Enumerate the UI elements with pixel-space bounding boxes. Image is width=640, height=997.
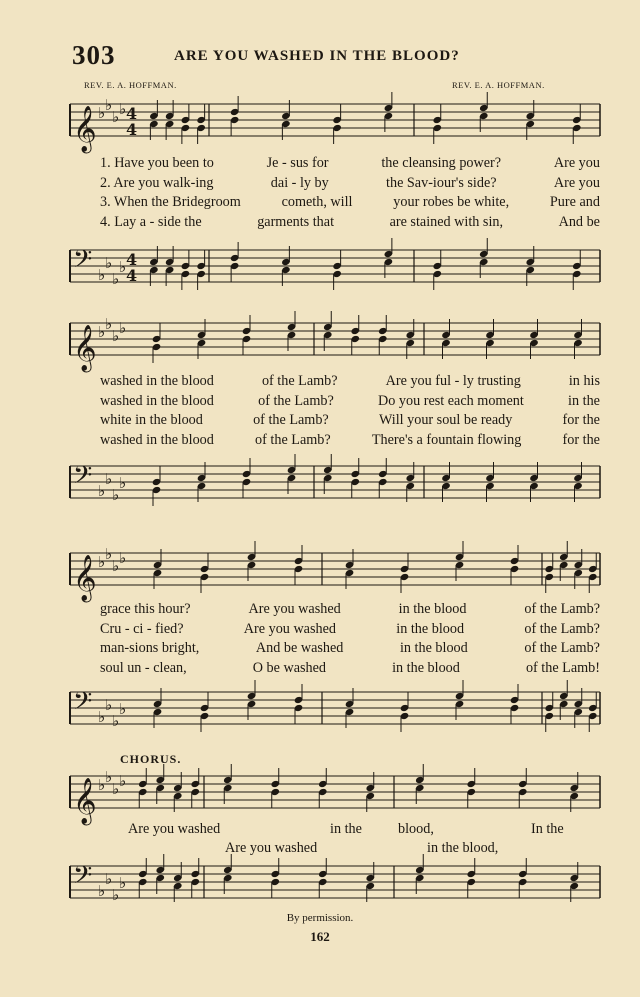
hymn-number: 303 bbox=[72, 40, 116, 70]
treble-clef-icon: 𝄞 bbox=[73, 555, 97, 601]
chorus-bass-lyric: Are you washed bbox=[225, 840, 318, 856]
flat-icon: ♭ bbox=[105, 768, 113, 786]
lyric-segment: in the blood bbox=[399, 640, 468, 657]
lyric-segment: There's a fountain flowing bbox=[371, 431, 522, 448]
bass-clef-icon: 𝄢 bbox=[73, 461, 93, 496]
verse-3-line bbox=[100, 193, 600, 213]
lyric-segment: Do you rest each moment bbox=[378, 392, 524, 409]
verse-4-line bbox=[100, 431, 600, 451]
flat-icon: ♭ bbox=[112, 780, 120, 798]
lyric-segment: are stained with sin, bbox=[389, 213, 504, 230]
time-signature-top: 4 bbox=[126, 250, 138, 269]
flat-icon: ♭ bbox=[105, 315, 113, 333]
lyric-segment: Are you washed bbox=[248, 601, 341, 618]
flat-icon: ♭ bbox=[112, 108, 120, 126]
lyric-segment: O be washed bbox=[252, 659, 327, 676]
lyric-segment: of the Lamb! bbox=[525, 659, 600, 676]
treble-staff-system-2 bbox=[64, 311, 604, 373]
lyric-segment: Pure and bbox=[549, 194, 600, 211]
treble-clef-icon: 𝄞 bbox=[73, 325, 97, 371]
flat-icon: ♭ bbox=[112, 270, 120, 288]
flat-icon: ♭ bbox=[105, 696, 113, 714]
lyric-segment: washed in the blood bbox=[100, 373, 214, 390]
verse-lyrics-system-3 bbox=[100, 600, 600, 678]
verse-2-line bbox=[100, 392, 600, 412]
bass-clef-icon: 𝄢 bbox=[73, 245, 93, 280]
flat-icon: ♭ bbox=[119, 700, 127, 718]
flat-icon: ♭ bbox=[119, 874, 127, 892]
chorus-treble-lyric: blood, bbox=[398, 821, 434, 837]
lyric-segment: 2. Are you walk-ing bbox=[100, 174, 214, 191]
lyric-segment: in the blood bbox=[398, 601, 467, 618]
flat-icon: ♭ bbox=[119, 474, 127, 492]
lyric-segment: Cru - ci - fied? bbox=[100, 620, 184, 637]
hymn-title: ARE YOU WASHED IN THE BLOOD? bbox=[174, 48, 460, 64]
lyric-segment: of the Lamb? bbox=[524, 640, 600, 657]
flat-icon: ♭ bbox=[105, 470, 113, 488]
chorus-label: CHORUS. bbox=[120, 752, 182, 766]
lyric-segment: Are you bbox=[553, 155, 600, 172]
flat-icon: ♭ bbox=[112, 557, 120, 575]
lyric-segment: of the Lamb? bbox=[258, 392, 334, 409]
lyric-segment: Are you washed bbox=[243, 620, 336, 637]
lyric-segment: washed in the blood bbox=[100, 392, 214, 409]
flat-icon: ♭ bbox=[119, 549, 127, 567]
bass-staff-system-2 bbox=[64, 454, 604, 516]
lyric-segment: Will your soul be ready bbox=[378, 412, 513, 429]
permission-note: By permission. bbox=[286, 912, 354, 924]
chorus-treble-lyric: in the bbox=[330, 821, 362, 837]
lyric-segment: grace this hour? bbox=[100, 601, 191, 618]
treble-staff-system-1 bbox=[64, 92, 604, 154]
verse-4-line bbox=[100, 213, 600, 233]
flat-icon: ♭ bbox=[112, 327, 120, 345]
flat-icon: ♭ bbox=[98, 266, 106, 284]
verse-2-line bbox=[100, 620, 600, 640]
lyric-segment: 3. When the Bridegroom bbox=[100, 194, 241, 211]
flat-icon: ♭ bbox=[119, 100, 127, 118]
lyric-segment: dai - ly by bbox=[270, 174, 329, 191]
lyric-segment: for the bbox=[562, 412, 600, 429]
verse-lyrics-system-2 bbox=[100, 372, 600, 450]
chorus-treble-lyric: Are you washed bbox=[128, 821, 221, 837]
flat-icon: ♭ bbox=[119, 772, 127, 790]
verse-3-line bbox=[100, 411, 600, 431]
flat-icon: ♭ bbox=[98, 553, 106, 571]
lyric-segment: in the blood bbox=[396, 620, 465, 637]
time-signature-bottom: 4 bbox=[126, 120, 138, 139]
lyric-segment: man-sions bright, bbox=[100, 640, 200, 657]
flat-icon: ♭ bbox=[112, 486, 120, 504]
lyric-segment: cometh, will bbox=[281, 194, 353, 211]
lyric-segment: of the Lamb? bbox=[255, 431, 331, 448]
flat-icon: ♭ bbox=[112, 712, 120, 730]
bass-clef-icon: 𝄢 bbox=[73, 861, 93, 896]
bass-staff-system-1 bbox=[64, 238, 604, 300]
verse-2-line bbox=[100, 174, 600, 194]
lyric-segment: Are you bbox=[553, 174, 600, 191]
lyric-segment: of the Lamb? bbox=[524, 601, 600, 618]
flat-icon: ♭ bbox=[98, 323, 106, 341]
lyric-segment: 4. Lay a - side the bbox=[100, 213, 202, 230]
lyric-segment: Are you ful - ly trusting bbox=[385, 373, 521, 390]
chorus-bass-lyric: in the blood, bbox=[427, 840, 499, 856]
lyric-segment: in his bbox=[568, 373, 600, 390]
verse-3-line bbox=[100, 639, 600, 659]
treble-staff-chorus bbox=[64, 764, 604, 826]
flat-icon: ♭ bbox=[98, 482, 106, 500]
lyric-segment: garments that bbox=[257, 213, 335, 230]
flat-icon: ♭ bbox=[98, 708, 106, 726]
lyric-segment: of the Lamb? bbox=[524, 620, 600, 637]
treble-staff-system-3 bbox=[64, 541, 604, 603]
page-number: 162 bbox=[310, 929, 330, 944]
treble-clef-icon: 𝄞 bbox=[73, 778, 97, 824]
lyric-segment: of the Lamb? bbox=[261, 373, 338, 390]
lyric-segment: of the Lamb? bbox=[253, 412, 329, 429]
lyric-segment: for the bbox=[562, 431, 600, 448]
verse-1-line bbox=[100, 600, 600, 620]
lyric-segment: the Sav-iour's side? bbox=[386, 174, 497, 191]
bass-staff-chorus bbox=[64, 854, 604, 916]
lyric-segment: 1. Have you been to bbox=[100, 155, 214, 172]
verse-4-line bbox=[100, 659, 600, 679]
flat-icon: ♭ bbox=[98, 104, 106, 122]
flat-icon: ♭ bbox=[119, 319, 127, 337]
treble-clef-icon: 𝄞 bbox=[73, 106, 97, 152]
verse-lyrics-system-1 bbox=[100, 154, 600, 232]
lyric-segment: your robes be white, bbox=[393, 194, 510, 211]
lyric-segment: in the bbox=[568, 392, 600, 409]
flat-icon: ♭ bbox=[98, 776, 106, 794]
flat-icon: ♭ bbox=[98, 882, 106, 900]
time-signature-bottom: 4 bbox=[126, 266, 138, 285]
lyric-segment: And be bbox=[558, 213, 600, 230]
lyric-segment: the cleansing power? bbox=[381, 155, 502, 172]
flat-icon: ♭ bbox=[105, 254, 113, 272]
music-credit: REV. E. A. HOFFMAN. bbox=[452, 80, 545, 90]
lyric-segment: washed in the blood bbox=[100, 431, 214, 448]
lyric-segment: white in the blood bbox=[100, 412, 203, 429]
chorus-treble-lyric: In the bbox=[531, 821, 564, 837]
bass-staff-system-3 bbox=[64, 680, 604, 742]
verse-1-line bbox=[100, 154, 600, 174]
verse-1-line bbox=[100, 372, 600, 392]
flat-icon: ♭ bbox=[105, 870, 113, 888]
flat-icon: ♭ bbox=[119, 258, 127, 276]
lyric-segment: Je - sus for bbox=[266, 155, 329, 172]
flat-icon: ♭ bbox=[112, 886, 120, 904]
words-credit: REV. E. A. HOFFMAN. bbox=[84, 80, 177, 90]
flat-icon: ♭ bbox=[105, 96, 113, 114]
lyric-segment: soul un - clean, bbox=[100, 659, 187, 676]
flat-icon: ♭ bbox=[105, 545, 113, 563]
bass-clef-icon: 𝄢 bbox=[73, 687, 93, 722]
time-signature-top: 4 bbox=[126, 104, 138, 123]
lyric-segment: And be washed bbox=[255, 640, 344, 657]
lyric-segment: in the blood bbox=[392, 659, 460, 676]
